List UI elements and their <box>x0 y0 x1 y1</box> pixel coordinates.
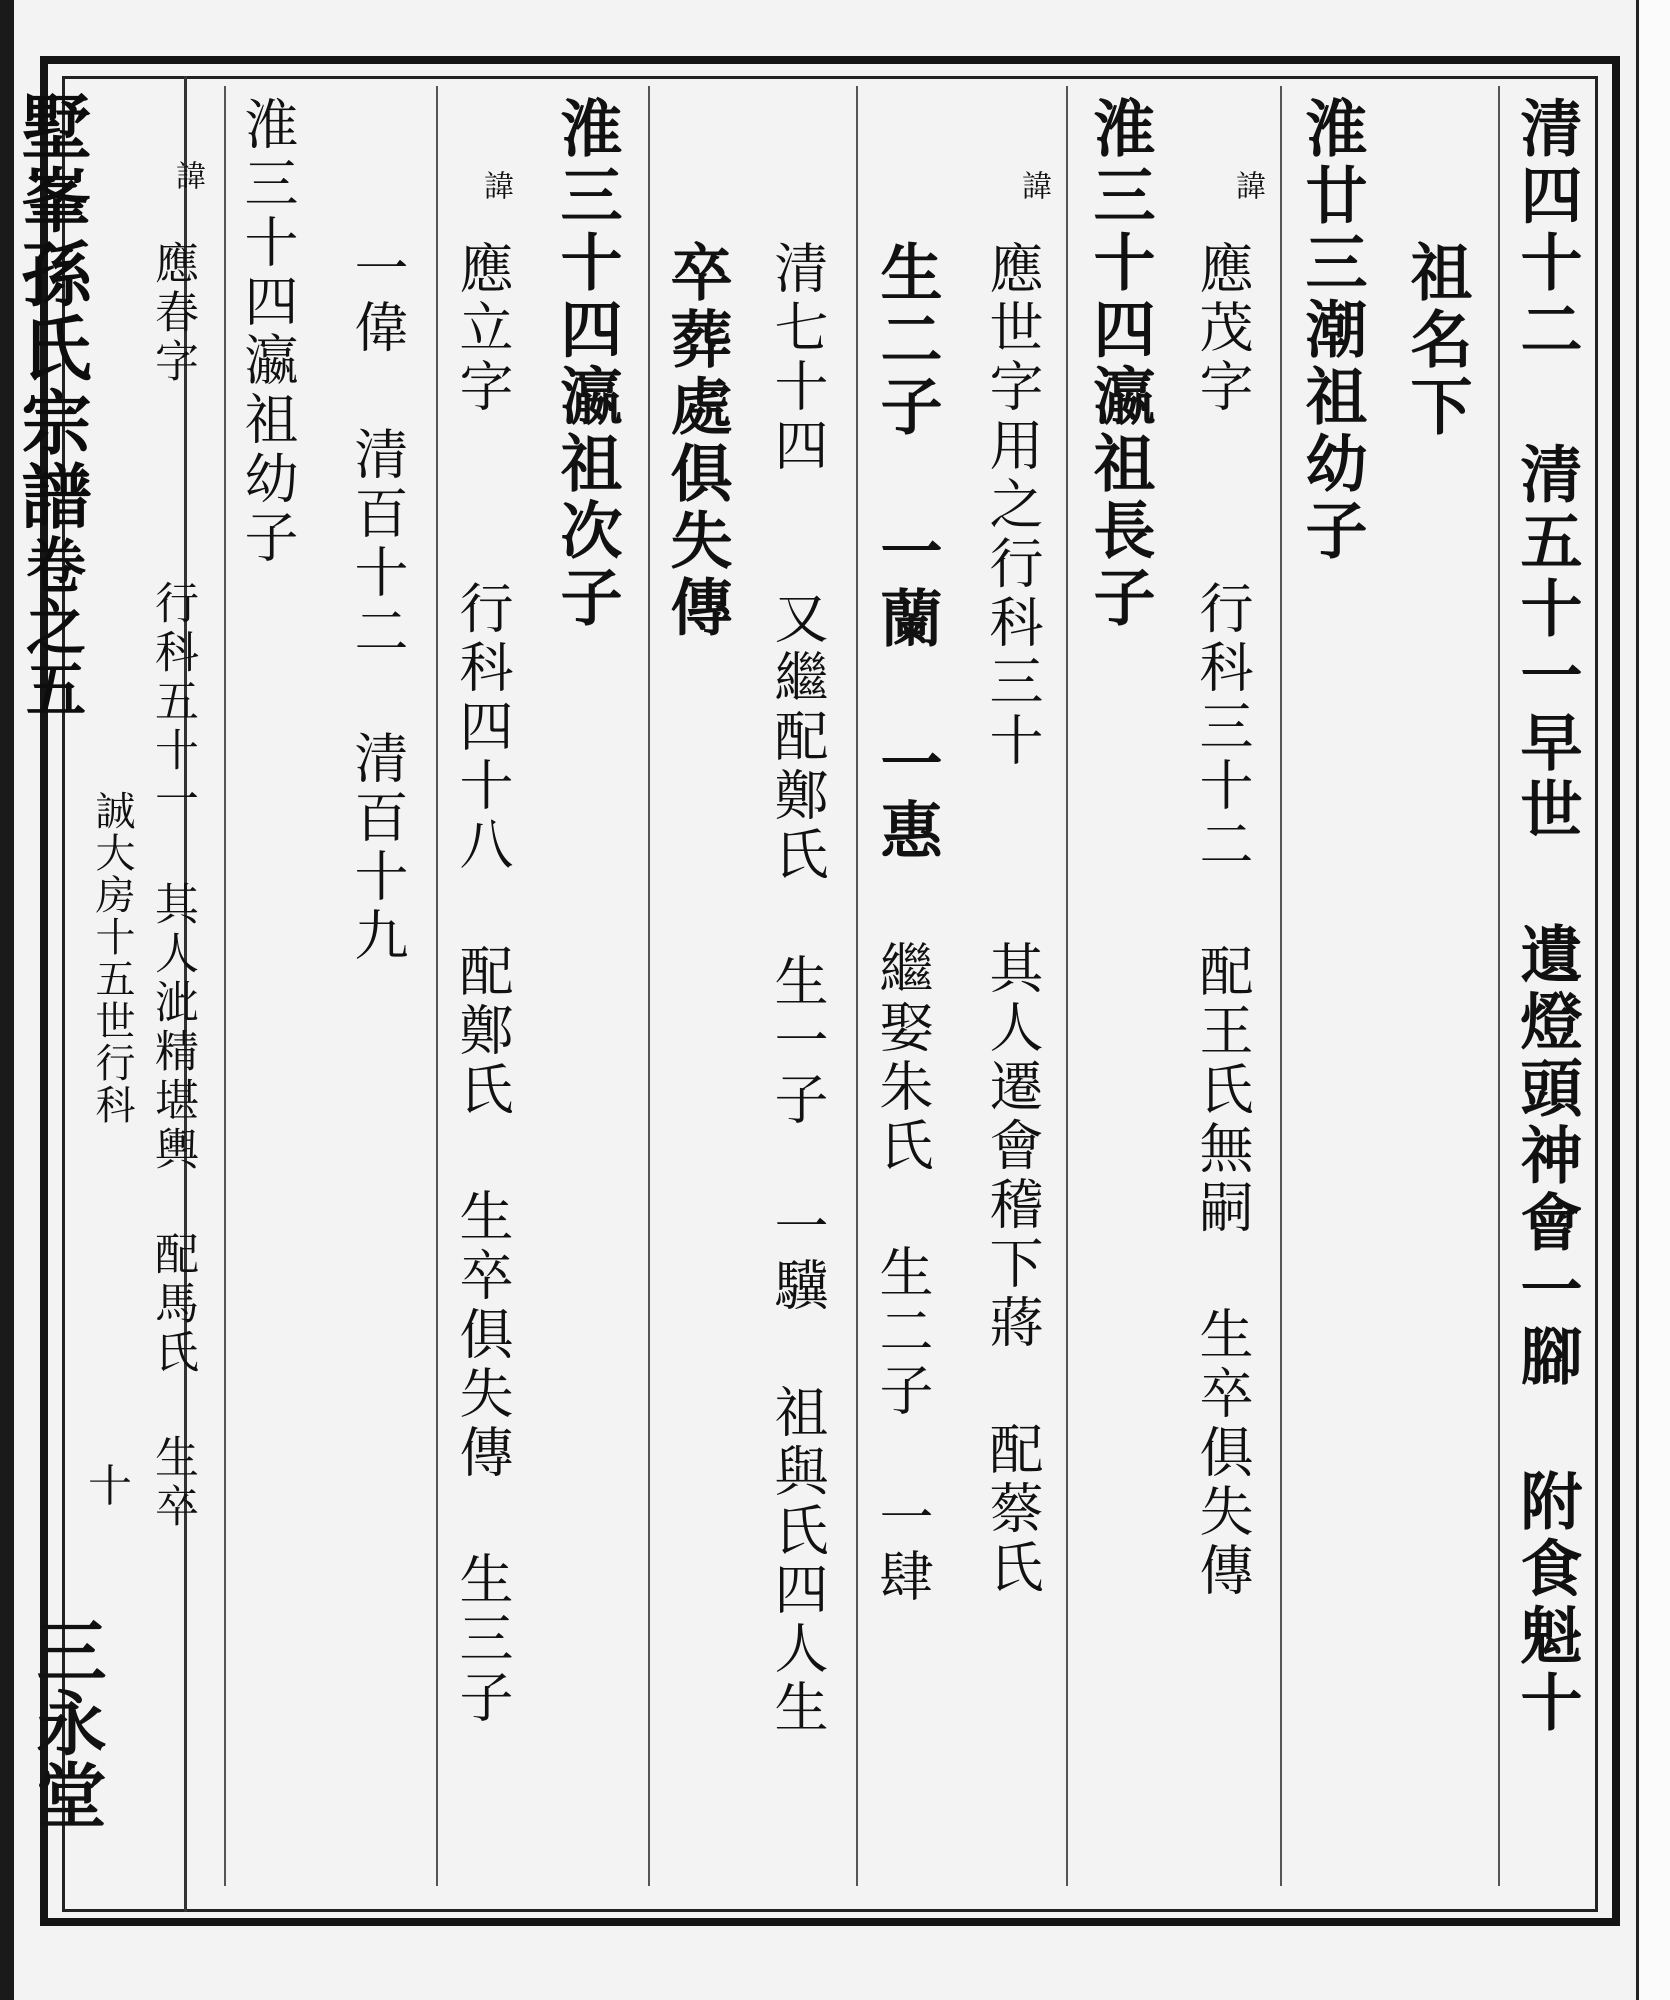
column-rule <box>1280 86 1282 1886</box>
text-column-18: 應立字 <box>451 240 514 417</box>
text-column-5: 應茂字 <box>1191 240 1254 417</box>
hall-name: 三永堂 <box>25 1615 108 1831</box>
text-column-13: 清七十四 <box>766 240 829 476</box>
volume-label: 卷之五 <box>16 534 86 720</box>
text-column-22: 諱 <box>170 160 205 195</box>
column-rule <box>224 86 226 1886</box>
column-rule <box>648 86 650 1886</box>
text-column-3: 淮廿三潮祖幼子 <box>1295 96 1368 565</box>
text-column-20: 一偉 清百十二 清百十九 <box>346 240 409 966</box>
text-column-9: 應世字用之行科三十 <box>981 240 1044 771</box>
section-label: 誠大房十五世行科 <box>89 790 135 1126</box>
text-column-23: 應春字 <box>147 240 198 387</box>
page-number: 十 <box>88 1461 132 1512</box>
genealogy-title: 墅峯孫氏宗譜 <box>10 90 93 534</box>
text-column-6: 行科三十二 配王氏無嗣 生卒俱失傳 <box>1191 580 1254 1601</box>
text-column-12: 繼娶朱氏 生二子 一肆 <box>871 940 934 1607</box>
text-column-11: 生二子 一蘭 一惠 <box>870 240 943 865</box>
text-column-4: 諱 <box>1230 170 1265 205</box>
text-column-2: 祖名下 <box>1400 240 1473 441</box>
text-column-21: 淮三十四瀛祖幼子 <box>236 96 299 568</box>
column-rule <box>856 86 858 1886</box>
text-column-19: 行科四十八 配鄭氏 生卒俱失傳 生三子 <box>451 580 514 1728</box>
column-rule <box>1498 86 1500 1886</box>
column-rule <box>1066 86 1068 1886</box>
adjacent-page-edge <box>1636 0 1670 2000</box>
text-column-1: 清四十二 清五十一早世 遺燈頭神會一腳 附食魁十 <box>1510 96 1583 1737</box>
text-column-15: 卒葬處俱失傳 <box>660 240 733 642</box>
text-column-16: 淮三十四瀛祖次子 <box>550 96 623 632</box>
text-column-8: 諱 <box>1016 170 1051 205</box>
text-column-10: 其人遷會稽下蔣 配蔡氏 <box>981 940 1044 1598</box>
column-rule <box>436 86 438 1886</box>
text-column-14: 又繼配鄭氏 生一子 一驥 祖與氏四人生 <box>766 590 829 1738</box>
text-column-17: 諱 <box>478 170 513 205</box>
text-column-24: 行科五十一 其人泚精堪輿 配馬氏 生卒 <box>147 580 198 1532</box>
text-column-7: 淮三十四瀛祖長子 <box>1083 96 1156 632</box>
